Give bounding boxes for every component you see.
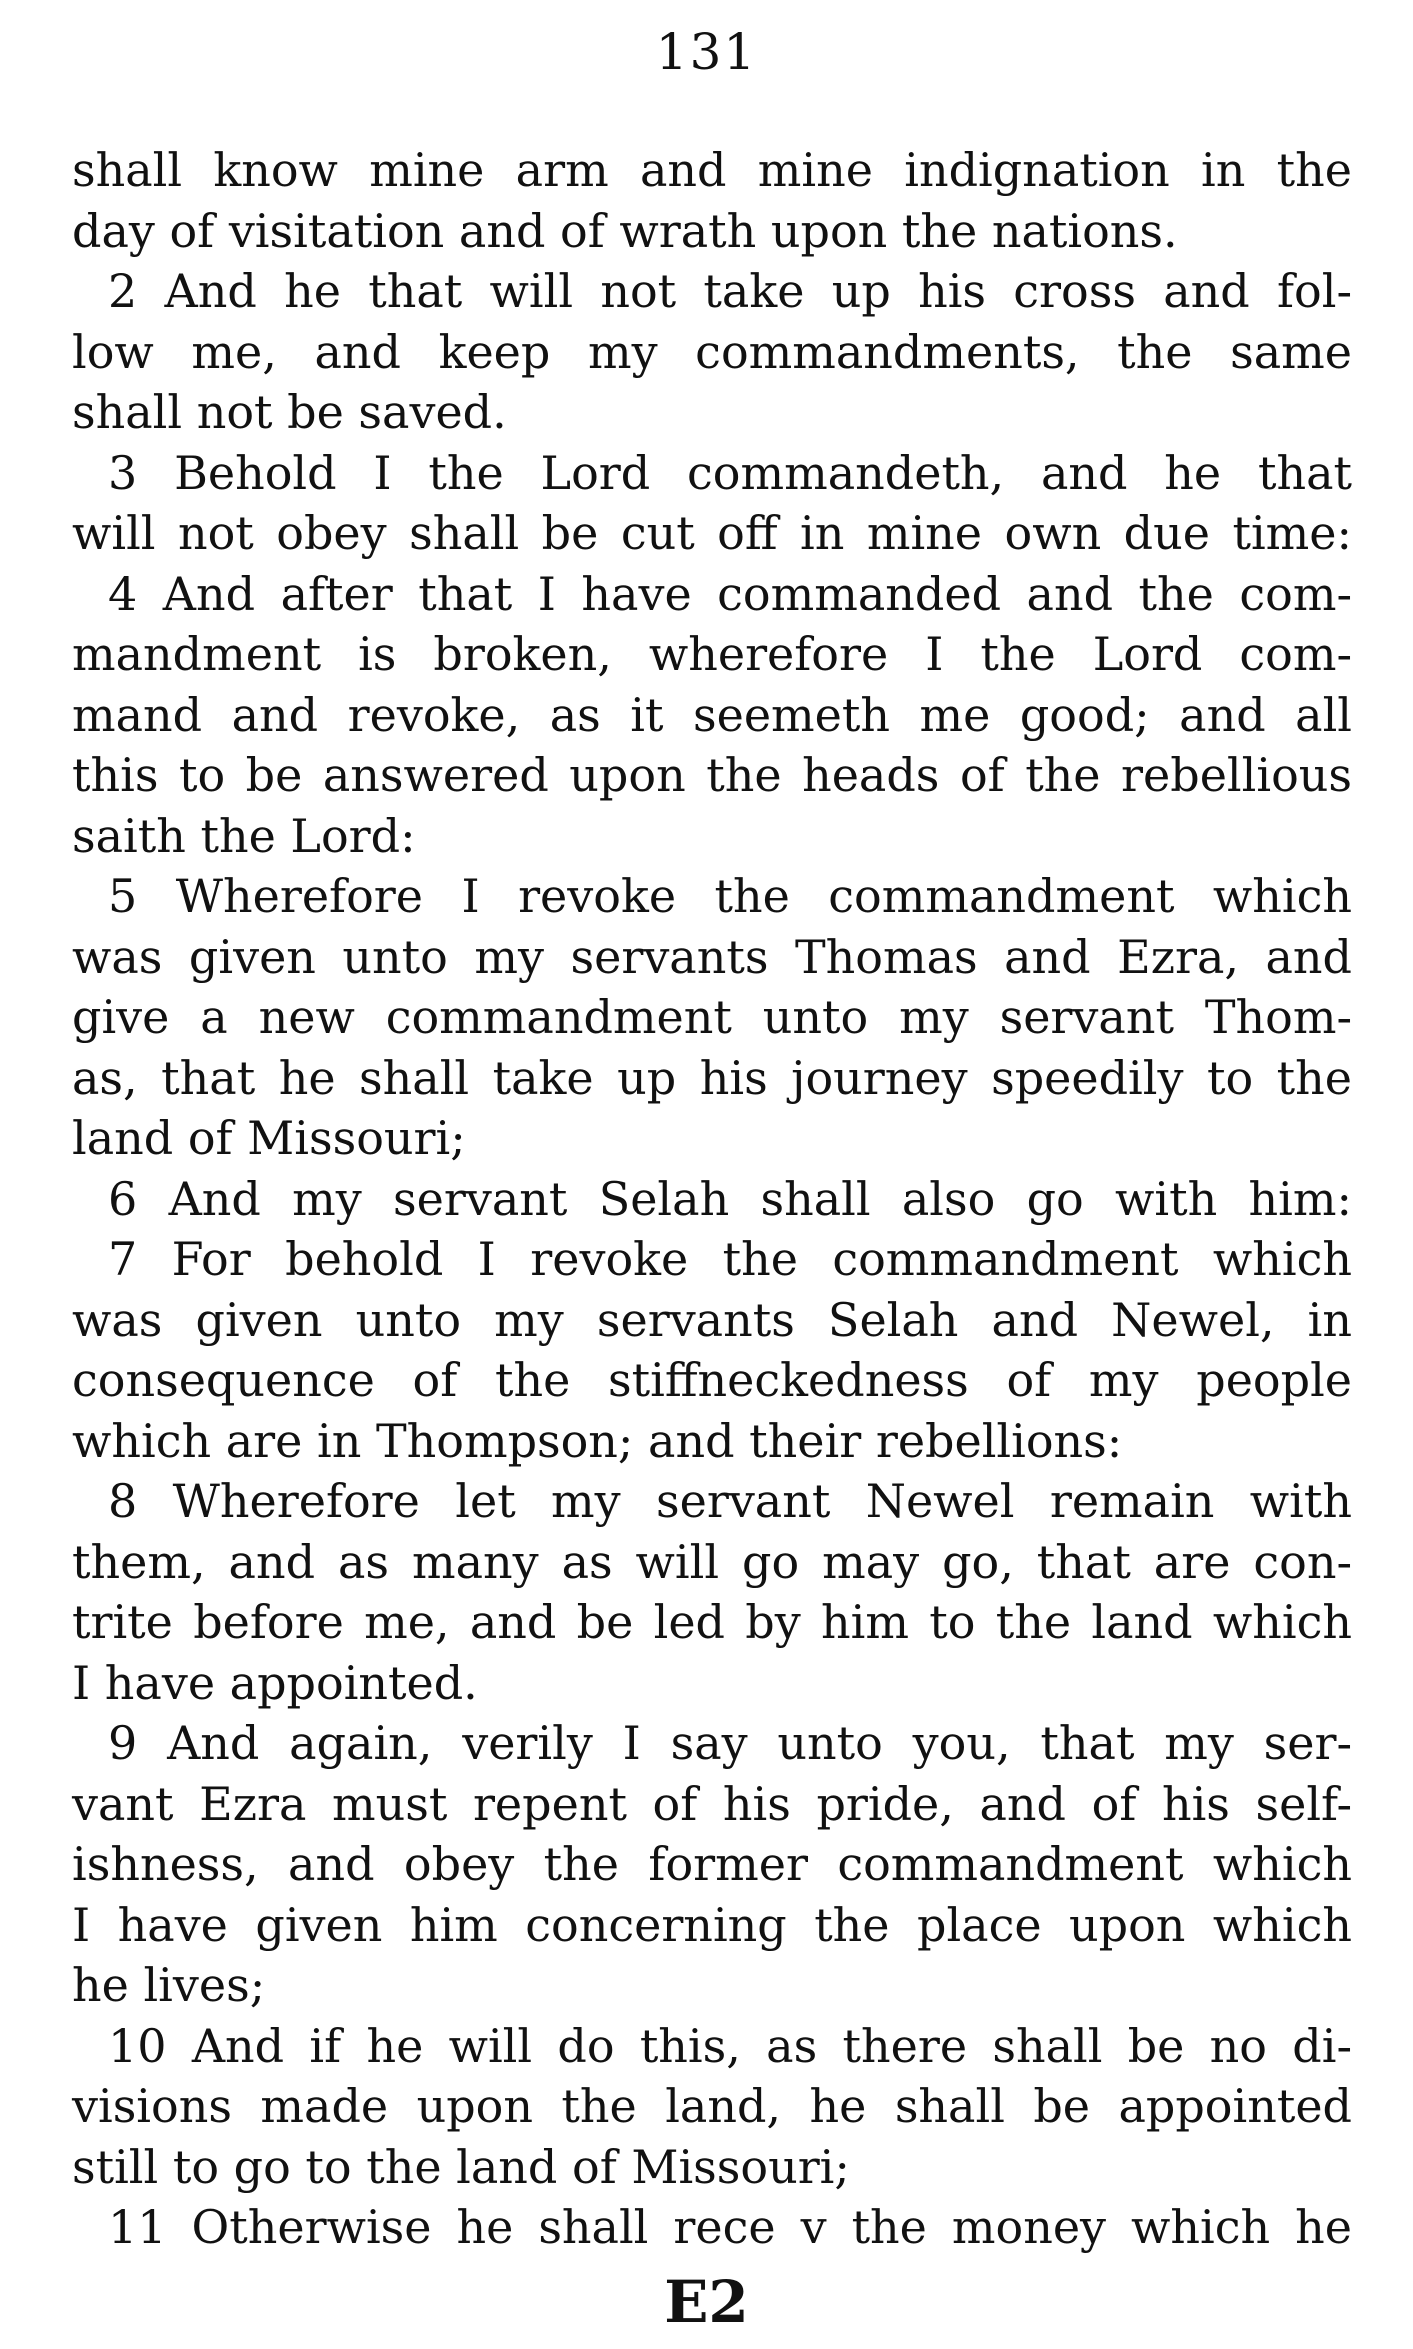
page-number: 131 xyxy=(655,23,758,81)
text-line: 11 Otherwise he shall rece v the money which he xyxy=(108,2200,1352,2254)
text-line: I have given him concerning the place upon which xyxy=(72,1897,1352,1952)
text-line: was given unto my servants Thomas and Ezra, and xyxy=(72,929,1352,984)
text-line: ishness, and obey the former commandment which xyxy=(72,1837,1352,1891)
text-line: which are in Thompson; and their rebellions: xyxy=(72,1413,1123,1468)
text-line: 4 And after that I have commanded and the com- xyxy=(108,566,1352,621)
text-line: this to be answered upon the heads of the rebellious xyxy=(72,748,1352,802)
text-line: still to go to the land of Missouri; xyxy=(72,2139,850,2194)
text-line: he lives; xyxy=(72,1958,266,2012)
text-line: 5 Wherefore I revoke the commandment which xyxy=(108,869,1352,923)
text-line: will not obey shall be cut off in mine own due time: xyxy=(72,506,1352,560)
text-line: I have appointed. xyxy=(72,1655,478,1710)
text-line: day of visitation and of wrath upon the nations. xyxy=(72,203,1178,258)
text-line: visions made upon the land, he shall be appointed xyxy=(72,2079,1352,2133)
text-line: shall know mine arm and mine indignation in the xyxy=(72,143,1352,197)
text-line: low me, and keep my commandments, the same xyxy=(72,324,1352,379)
text-line: land of Missouri; xyxy=(72,1111,466,1165)
body-text xyxy=(72,140,1352,2258)
text-line: trite before me, and be led by him to the land which xyxy=(72,1595,1352,1649)
text-line: give a new commandment unto my servant Thom- xyxy=(72,990,1352,1044)
text-line: 10 And if he will do this, as there shall be no di- xyxy=(108,2018,1352,2073)
text-line: shall not be saved. xyxy=(72,385,507,439)
text-line: saith the Lord: xyxy=(72,808,416,863)
signature-mark: E2 xyxy=(664,2268,749,2336)
text-line: 7 For behold I revoke the commandment which xyxy=(108,1232,1352,1286)
text-line: vant Ezra must repent of his pride, and of his self- xyxy=(72,1776,1352,1831)
text-line: 9 And again, verily I say unto you, that my ser- xyxy=(108,1716,1352,1770)
text-line: them, and as many as will go may go, that are con- xyxy=(72,1534,1352,1589)
text-line: was given unto my servants Selah and Newel, in xyxy=(72,1292,1352,1347)
text-line: mandment is broken, wherefore I the Lord com- xyxy=(72,627,1352,681)
text-line: as, that he shall take up his journey speedily to the xyxy=(72,1050,1352,1105)
text-line: mand and revoke, as it seemeth me good; and all xyxy=(72,687,1352,742)
text-line: 2 And he that will not take up his cross and fol- xyxy=(108,264,1352,318)
text-line: 8 Wherefore let my servant Newel remain with xyxy=(108,1474,1352,1528)
text-line: consequence of the stiffneckedness of my people xyxy=(72,1353,1352,1407)
text-line: 6 And my servant Selah shall also go with him: xyxy=(108,1171,1352,1226)
text-line: 3 Behold I the Lord commandeth, and he that xyxy=(108,445,1352,500)
